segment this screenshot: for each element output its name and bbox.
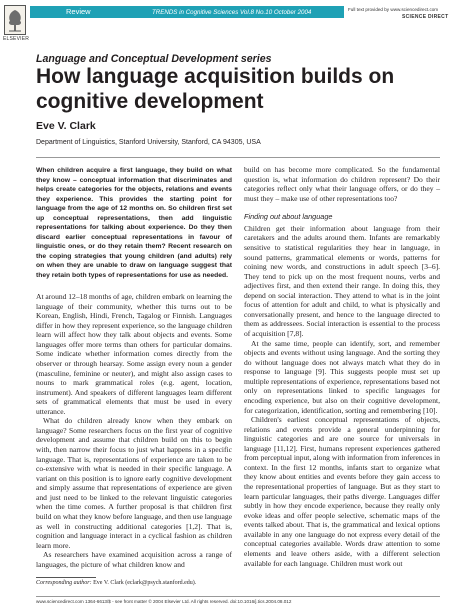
review-badge: Review — [66, 7, 91, 16]
elsevier-tree-logo — [4, 5, 26, 35]
footnote-divider — [36, 577, 96, 578]
author-affiliation: Department of Linguistics, Stanford University, Stanford, CA 94305, USA — [36, 139, 261, 146]
sciencedirect-logo: SCIENCE DIRECT — [402, 14, 449, 20]
paragraph: build on has become more complicated. So the fundamental question is, what information do children represent? Do their categories reflect only what their language offers, or do they – must they – make use of other representations too? — [244, 165, 440, 203]
abstract: When children acquire a first language, they build on what they know – conceptual information that discriminates and helps create categories for the objects, relations and events they experience. This provides the starting point for language from the age of 12 months on. So children first set up conceptual representations, then add linguistic representations for talking about experience. Do they then discard earlier conceptual representations in favour of linguistic ones, or do they retain them? Recent research on the coping strategies that young children (and adults) rely on when they are unable to draw on language suggest that they retain both types of representations for use as needed. — [36, 167, 232, 279]
paragraph: Children's earliest conceptual representations of objects, relations and events provide a general underpinning for linguistic categories and are one source for universals in language [11,12]. First, humans represent experiences gathered from perceptual input, along with information from inferences in context. In the first 12 months, infants start to organize what they know about entities and events before they gain access to the representational properties of language. But as they start to learn particular languages, their paths diverge. Languages differ subtly in how they encode experience, because they really only evoke ideas and offer people selective, schematic maps of the events talked about. That is, the grammatical and lexical options available in any one language do not express every detail of the conceptual categories available. Words draw attention to some elements and leave others aside, with a different selection available for each language. Children must work out — [244, 415, 440, 568]
paragraph: At the same time, people can identify, sort, and remember objects and events without using language. And the sorting they do without language does not always match what they do in response to language [9]. This suggests people must set up multiple representations of experience, representations based not only on representations linked to specific languages for encoding experience, but also on their cognitive development, for categorization, identification, sorting and remembering [10]. — [244, 338, 440, 415]
corresponding-author-note — [36, 580, 196, 586]
section-heading: Finding out about language — [244, 212, 333, 222]
paragraph: What do children already know when they embark on language? Some researchers focus on the first year of cognitive development and assume that children build on this to begin with, then narrow their focus to just what happens in a specific language. That is, representations of experience are taken to be co-extensive with what is needed in their specific language. A variant on this position is to ignore early cognitive development and simply assume that representations of experience are given and just need to be linked to the relevant linguistic categories when the time comes. A further proposal is that children first build on what they know before language, and then use language as well in constructing additional categories [1,2]. That is, cognition and language interact in a cyclical fashion as children learn more. — [36, 416, 232, 550]
paragraph: At around 12–18 months of age, children embark on learning the language of their community, whether this turns out to be Korean, English, Hindi, French, Tagalog or Finnish. Languages differ in how they represent experience, so the language children learn will affect how they talk about objects and events. Some languages offer more terms than others for particular domains. Some indicate whether information comes directly from the observer or through hearsay. Some assign every noun a gender (masculine, feminine or neuter), and might also assign cases to nouns to mark grammatical roles (e.g. agent, location, instrument). And speakers of different languages learn different sets of grammatical elements that must be used in every utterance. — [36, 292, 232, 416]
article-title: How language acquisition builds on cognitive development — [36, 65, 395, 113]
footer-divider — [36, 596, 440, 597]
author-name: Eve V. Clark — [36, 120, 96, 132]
fulltext-note[interactable]: Full text provided by www.sciencedirect.com — [348, 6, 439, 12]
right-column — [244, 165, 440, 568]
footnote-label: Corresponding author: — [36, 580, 92, 586]
journal-line: TRENDS in Cognitive Sciences Vol.8 No.10 October 2004 — [152, 8, 312, 16]
left-column — [36, 292, 232, 569]
footnote-text: Eve V. Clark (eclark@psych.stanford.edu). — [91, 580, 197, 586]
header-divider — [36, 157, 440, 158]
paragraph: As researchers have examined acquisition across a range of languages, the picture of what children know and — [36, 550, 232, 569]
publisher-wordmark: ELSEVIER — [3, 36, 30, 42]
journal-header-band — [30, 6, 344, 18]
paragraph: Children get their information about language from their caretakers and the adults around them. Infants are remarkably sensitive to statistical regularities they hear in language, in sound patterns, grammatical elements or words, patterns for coining new words, and constructions in adult speech [3–6]. They tend to pick up on the most frequent nouns, verbs and adjectives first, and then extend their range. In doing this, they depend on social interaction. They attend to what is in the joint focus of attention for adult and child, to what is physically and conversationally present, and hence to the language directed to them as addressees. Social interaction is essential to the process of acquisition [7,8]. — [244, 223, 440, 338]
page-footer: www.sciencedirect.com 1364-6613/$ - see front matter © 2004 Elsevier Ltd. All rights reserved. doi:10.1016/j.tics.2004.08.012 — [36, 599, 292, 604]
series-title: Language and Conceptual Development series — [36, 53, 272, 65]
